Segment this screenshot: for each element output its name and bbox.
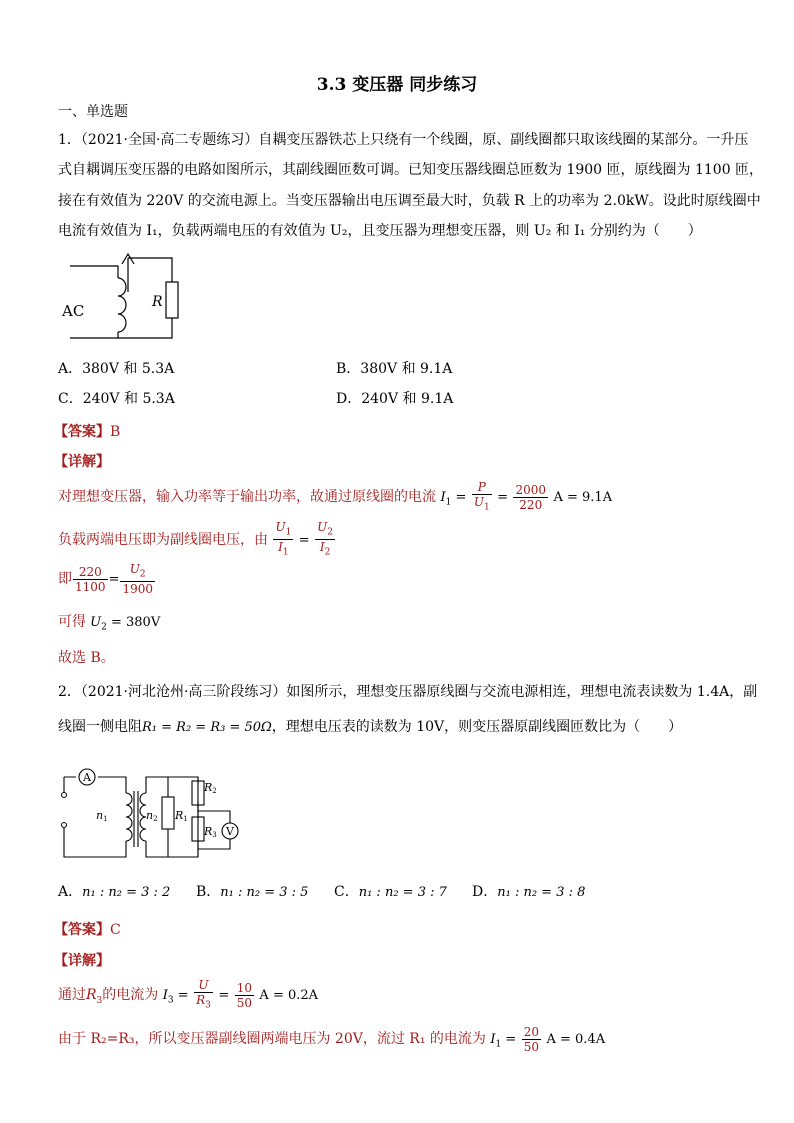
q1-answer-value: B <box>110 424 121 440</box>
q1-frac-2000-220: $\frac{2000}{220}$ <box>515 482 547 512</box>
q1-answer <box>54 421 120 441</box>
q1-r-label: R <box>152 294 163 310</box>
q2-r2-label: R2 <box>204 781 217 795</box>
q2-detail-label: 【详解】 <box>54 953 110 969</box>
q2-n2-label: n2 <box>146 809 158 823</box>
q1-wire-right-top <box>128 258 172 282</box>
q2-line-2: 线圈一侧电阻R₁ = R₂ = R₃ = 50Ω，理想电压表的读数为 10V，则变压器原副线圈匝数比为（ ） <box>58 719 683 735</box>
q1-option-c: C．240V 和 5.3A <box>58 391 175 407</box>
q2-frac-20-50: $\frac{20}{50}$ <box>523 1024 540 1054</box>
q1-detail-label: 【详解】 <box>54 454 110 470</box>
page-title: 3.3 变压器 同步练习 <box>316 75 478 95</box>
q2-option-c: C．n₁ : n₂ = 3 : 7 <box>334 884 447 900</box>
q1-answer-label: 【答案】 <box>54 424 110 440</box>
q2-answer-label: 【答案】 <box>54 922 110 938</box>
q1-line-3: 接在有效值为 220V 的交流电源上。当变压器输出电压调至最大时，负载 R 上的功率为 2.0kW。设此时原线圈中 <box>58 193 761 209</box>
q2-answer <box>54 919 121 939</box>
q1-coil <box>118 278 126 332</box>
q2-ammeter-label: A <box>83 771 91 784</box>
q2-explanation-1: 通过$R_3$的电流为 $I_3$ = $\frac{U}{R_3}$ = $\frac{10}{50}$ A = 0.2A <box>58 978 319 1011</box>
q2-frac-10-50: $\frac{10}{50}$ <box>236 980 252 1010</box>
q1-conclusion: 故选 B。 <box>58 650 115 666</box>
q2-r3-label: R3 <box>204 825 217 839</box>
q2-voltmeter-label: V <box>226 825 234 838</box>
q1-option-b: B．380V 和 9.1A <box>336 361 453 377</box>
q2-terminal-top <box>62 793 67 798</box>
q2-option-b: B．n₁ : n₂ = 3 : 5 <box>196 884 309 900</box>
q2-transformer-core <box>134 791 138 847</box>
q2-terminal-bottom <box>62 823 67 828</box>
q2-explanation-2: 由于 R₂=R₃，所以变压器副线圈两端电压为 20V，流过 R₁ 的电流为 $I_1$ = $\frac{20}{50}$ A = 0.4A <box>58 1024 606 1054</box>
q1-autotransformer-diagram <box>58 248 198 343</box>
q2-line-1: 2．（2021·河北沧州·高三阶段练习）如图所示，理想变压器原线圈与交流电源相连，理想电流表读数为 1.4A，副 <box>58 684 758 700</box>
q1-explanation-4: 可得 $U_2 = 380V$ <box>58 614 161 633</box>
q1-wire-bottom <box>70 332 118 338</box>
q1-ac-label: AC <box>62 302 85 320</box>
q2-primary-wire-bottom <box>64 825 126 857</box>
section-heading: 一、单选题 <box>58 104 128 120</box>
q2-option-a: A．n₁ : n₂ = 3 : 2 <box>58 884 171 900</box>
q1-explanation-2: 负载两端电压即为副线圈电压，由 $\frac{U_1}{I_1}$ = $\frac{U_2}{I_2}$ <box>58 520 333 558</box>
q2-primary-coil <box>126 793 132 841</box>
q2-option-d: D．n₁ : n₂ = 3 : 8 <box>472 884 586 900</box>
q1-line-2: 式自耦调压变压器的电路如图所示，其副线圈匝数可调。已知变压器线圈总匝数为 1900 匝，原线圈为 1100 匝， <box>58 162 764 178</box>
q1-line-1: 1．（2021·全国·高二专题练习）自耦变压器铁芯上只绕有一个线圈，原、副线圈都只取该线圈的某部分。一升压 <box>58 132 749 148</box>
q1-frac-u2-1900: $\frac{U_2}{1900}$ <box>122 562 153 597</box>
q1-option-a: A．380V 和 5.3A <box>58 361 175 377</box>
q1-frac-u1-i1: $\frac{U_1}{I_1}$ <box>275 520 292 558</box>
q1-frac-u2-i2: $\frac{U_2}{I_2}$ <box>317 520 333 558</box>
q1-resistor-r <box>166 282 178 318</box>
q1-option-d: D．240V 和 9.1A <box>336 391 454 407</box>
q2-n1-label: n1 <box>96 809 108 823</box>
q1-explanation-3: 即 $\frac{220}{1100}$ = $\frac{U_2}{1900}$ <box>58 562 153 597</box>
q2-r1-label: R1 <box>175 809 188 823</box>
q2-answer-value: C <box>110 922 121 938</box>
q1-frac-220-1100: $\frac{220}{1100}$ <box>75 564 106 594</box>
q1-explanation-1: 对理想变压器，输入功率等于输出功率，故通过原线圈的电流 $I_1$ = $\frac{P}{U_1}$ = $\frac{2000}{220}$ A = 9.1A <box>58 480 613 513</box>
q1-frac-p-u1: $\frac{P}{U_1}$ <box>473 480 490 513</box>
q2-resistor-r1 <box>162 797 174 829</box>
q2-transformer-diagram <box>58 755 258 865</box>
q1-wire-top <box>70 266 118 278</box>
q1-line-4: 电流有效值为 I₁，负载两端电压的有效值为 U₂，且变压器为理想变压器，则 U₂ 和 I₁ 分别约为（ ） <box>58 223 702 239</box>
q2-frac-u-r3: $\frac{U}{R_3}$ <box>196 978 211 1011</box>
